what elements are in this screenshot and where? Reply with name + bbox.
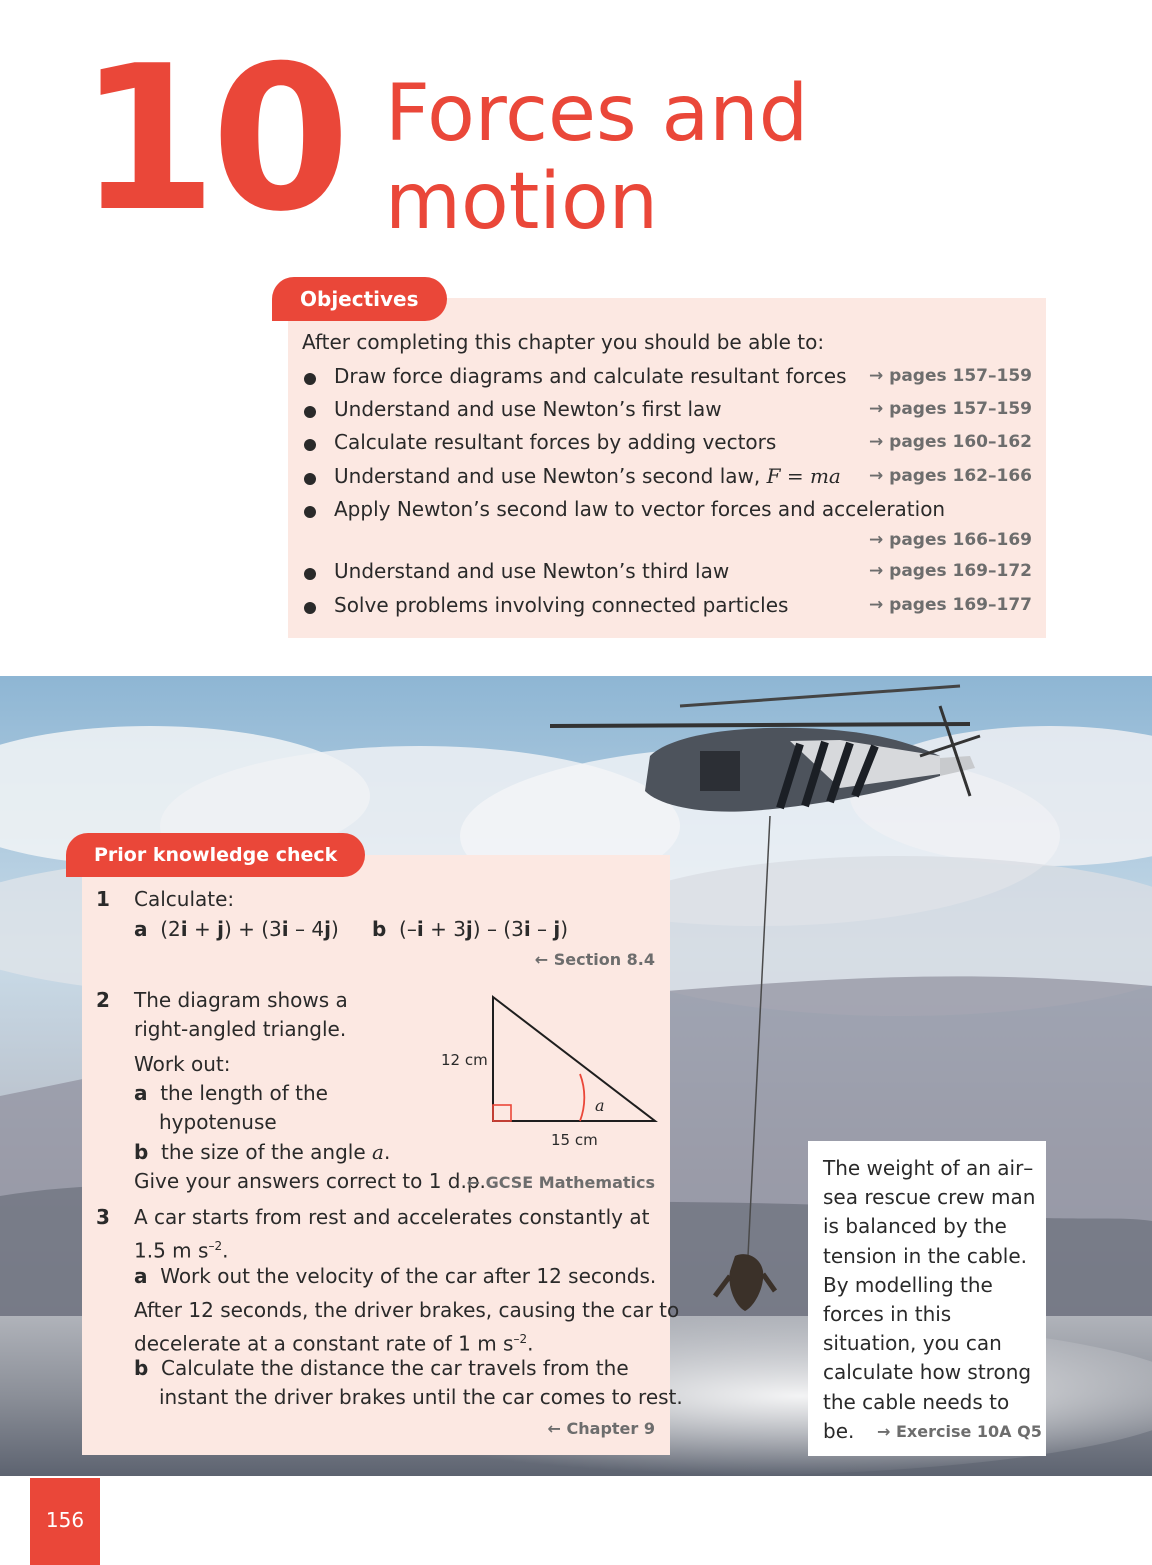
question-text-line: 1.5 m $s^{-2}$. xyxy=(134,1238,229,1263)
objective-item xyxy=(304,430,1032,460)
section-ref-link[interactable]: ← Section 8.4 xyxy=(534,950,655,969)
question-part-b: b Calculate the distance the car travels from the xyxy=(134,1356,629,1380)
part-text: (–i + 3j) – (3i – j) xyxy=(399,917,569,941)
side-vertical-label: 12 cm xyxy=(441,1051,488,1069)
objective-text-pre: Understand and use Newton’s second law, xyxy=(334,464,767,488)
bullet-icon xyxy=(304,568,316,580)
question-part-b-cont: instant the driver brakes until the car comes to rest. xyxy=(159,1385,683,1409)
chapter-ref-link[interactable]: ← Chapter 9 xyxy=(547,1419,655,1438)
work-out-label: Work out: xyxy=(134,1052,231,1076)
part-label: a xyxy=(134,917,148,941)
bullet-icon xyxy=(304,473,316,485)
right-angle-marker xyxy=(493,1105,511,1121)
question-text-line: The diagram shows a xyxy=(134,988,348,1012)
objective-text: Draw force diagrams and calculate resultant forces xyxy=(334,364,847,388)
part-label: a xyxy=(134,1081,148,1105)
question-part-a: a Work out the velocity of the car after 12 seconds. xyxy=(134,1264,657,1288)
objective-text xyxy=(334,464,841,488)
bullet-icon xyxy=(304,506,316,518)
question-text-line: right-angled triangle. xyxy=(134,1017,347,1041)
objective-page-link[interactable]: → pages 162–166 xyxy=(868,466,1032,486)
objective-item xyxy=(304,593,1032,623)
objective-item xyxy=(304,364,1032,394)
part-label: b xyxy=(134,1140,149,1164)
question-number: 1 xyxy=(96,887,110,911)
objective-text: Apply Newton’s second law to vector forces and acceleration xyxy=(334,497,946,521)
exercise-ref-link[interactable]: → Exercise 10A Q5 xyxy=(877,1422,1042,1441)
chapter-title-line1: Forces and xyxy=(385,69,809,159)
side-horizontal-label: 15 cm xyxy=(551,1131,598,1149)
question-part-a-cont: hypotenuse xyxy=(159,1110,277,1134)
objective-page-link[interactable]: → pages 169–177 xyxy=(868,595,1032,615)
triangle-diagram xyxy=(430,985,670,1155)
question-text-line: A car starts from rest and accelerates constantly at xyxy=(134,1205,650,1229)
answer-instruction: Give your answers correct to 1 d.p. xyxy=(134,1169,486,1193)
question-text-line: decelerate at a constant rate of 1 m $s^{-2}$. xyxy=(134,1331,534,1356)
part-label: a xyxy=(134,1264,148,1288)
question-part-a xyxy=(134,915,339,944)
objective-page-link[interactable]: → pages 169–172 xyxy=(868,561,1032,581)
angle-label: a xyxy=(595,1096,605,1115)
objective-formula: F = ma xyxy=(766,464,841,488)
bullet-icon xyxy=(304,439,316,451)
chapter-title-line2: motion xyxy=(385,157,659,247)
chapter-title xyxy=(385,70,808,246)
objective-page-link[interactable]: → pages 166–169 xyxy=(868,530,1032,550)
objectives-intro: After completing this chapter you should be able to: xyxy=(302,330,825,354)
question-part-b: b the size of the angle a. xyxy=(134,1140,391,1164)
triangle-outline xyxy=(493,997,655,1121)
bullet-icon xyxy=(304,406,316,418)
question-part-a: a the length of the xyxy=(134,1081,328,1105)
chapter-number: 10 xyxy=(78,23,345,256)
part-text: (2i + j) + (3i – 4j) xyxy=(160,917,339,941)
bullet-icon xyxy=(304,373,316,385)
objective-text: Understand and use Newton’s third law xyxy=(334,559,730,583)
question-text-line: After 12 seconds, the driver brakes, causing the car to xyxy=(134,1298,680,1322)
objective-text: Understand and use Newton’s first law xyxy=(334,397,722,421)
question-number: 3 xyxy=(96,1205,110,1229)
question-number: 2 xyxy=(96,988,110,1012)
objective-page-link[interactable]: → pages 160–162 xyxy=(868,432,1032,452)
bullet-icon xyxy=(304,602,316,614)
part-label: b xyxy=(134,1356,149,1380)
part-label: b xyxy=(372,917,387,941)
objective-item xyxy=(304,497,1032,557)
question-part-b xyxy=(372,915,568,944)
objective-item xyxy=(304,464,1032,494)
gcse-ref-link[interactable]: ← GCSE Mathematics xyxy=(466,1173,655,1192)
objectives-tab: Objectives xyxy=(272,277,447,321)
photo-caption-text: The weight of an air–sea rescue crew man is balanced by the tension in the cable. By modelling the forces in this situation, you can calculate how strong the cable needs to be. xyxy=(823,1156,1036,1443)
objective-item xyxy=(304,397,1032,427)
objective-text: Calculate resultant forces by adding vectors xyxy=(334,430,777,454)
question-stem: Calculate: xyxy=(134,887,235,911)
prior-knowledge-tab: Prior knowledge check xyxy=(66,833,365,877)
objective-item xyxy=(304,559,1032,589)
objective-page-link[interactable]: → pages 157–159 xyxy=(868,399,1032,419)
objective-text: Solve problems involving connected particles xyxy=(334,593,789,617)
page-number: 156 xyxy=(45,1508,85,1532)
angle-arc xyxy=(580,1074,584,1121)
objective-page-link[interactable]: → pages 157–159 xyxy=(868,366,1032,386)
